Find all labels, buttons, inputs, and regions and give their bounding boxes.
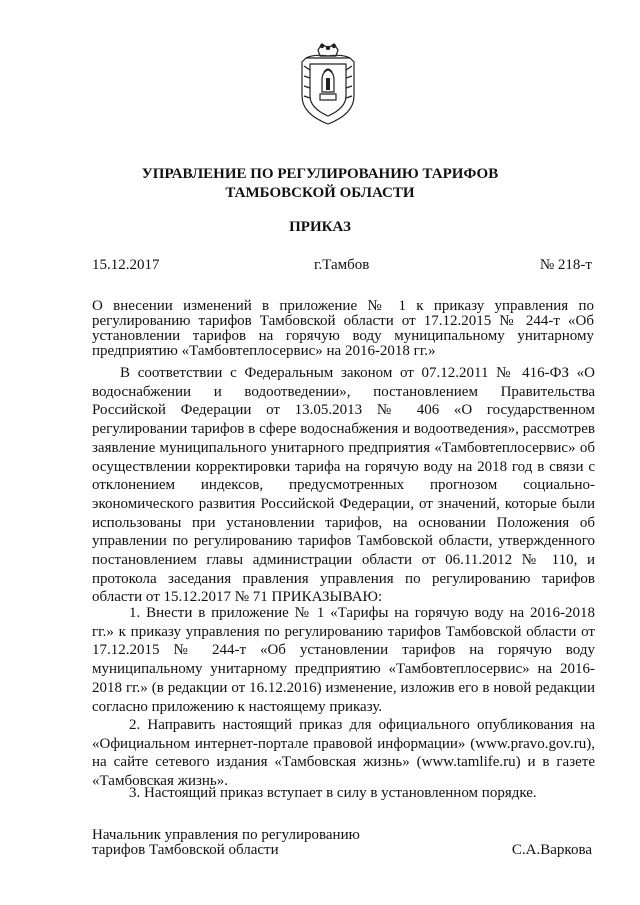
organization-name [0, 165, 640, 203]
document-city: г.Тамбов [314, 257, 370, 273]
organization-name-line2: ТАМБОВСКОЙ ОБЛАСТИ [225, 185, 415, 201]
order-item-1: 1. Внести в приложение № 1 «Тарифы на горячую воду на 2016-2018 гг.» к приказу управления по регулированию тарифов Тамбовской области от 17.12.2015 № 244-т «Об установлении тарифов на горячую воду муниципальному унитарному предприятию «Тамбовтеплосервис» на 2016-2018 гг.» (в редакции от 16.12.2016) изменение, изложив его в новой редакции согласно приложению к настоящему приказу. [92, 605, 595, 715]
document-type: ПРИКАЗ [289, 219, 351, 235]
coat-of-arms-icon [296, 42, 360, 126]
document-number: № 218-т [539, 257, 592, 273]
document-subject: О внесении изменений в приложение № 1 к приказу управления по регулированию тарифов Тамбовской области от 17.12.2015 № 244-т «Об установлении тарифов на горячую воду муниципальному унитарному предприятию «Тамбовтеплосервис» на 2016-2018 гг.» [92, 298, 594, 359]
organization-name-line1: УПРАВЛЕНИЕ ПО РЕГУЛИРОВАНИЮ ТАРИФОВ [141, 166, 499, 182]
order-item-2: 2. Направить настоящий приказ для официального опубликования на «Официальном интернет-портале правовой информации» (www.pravo.gov.ru), на сайте сетевого издания «Тамбовская жизнь» (www.tamlife.ru) и в газете «Тамбовская жизнь». [92, 717, 595, 790]
signatory-position-line1: Начальник управления по регулированию [92, 827, 360, 843]
signatory-position [92, 828, 360, 858]
signatory-name: С.А.Варкова [511, 842, 592, 858]
signatory-position-line2: тарифов Тамбовской области [92, 842, 279, 858]
order-item-3: 3. Настоящий приказ вступает в силу в установленном порядке. [129, 785, 537, 801]
document-date: 15.12.2017 [92, 257, 160, 273]
preamble-paragraph: В соответствии с Федеральным законом от 07.12.2011 № 416-ФЗ «О водоснабжении и водоотведении», постановлением Правительства Российской Федерации от 13.05.2013 № 406 «О государственном регулировании тарифов в сфере водоснабжения и водоотведения», рассмотрев заявление муниципального унитарного предприятия «Тамбовтеплосервис» об осуществлении корректировки тарифа на горячую воду на 2018 год в связи с отклонением индексов, предусмотренных прогнозом социально-экономического развития Российской Федерации, от значений, которые были использованы при установлении тарифов, на основании Положения об управлении по регулированию тарифов Тамбовской области, утвержденного постановлением главы администрации области от 06.11.2012 № 110, и протокола заседания правления управления по регулированию тарифов области от 15.12.2017 № 71 ПРИКАЗЫВАЮ: [92, 365, 595, 606]
